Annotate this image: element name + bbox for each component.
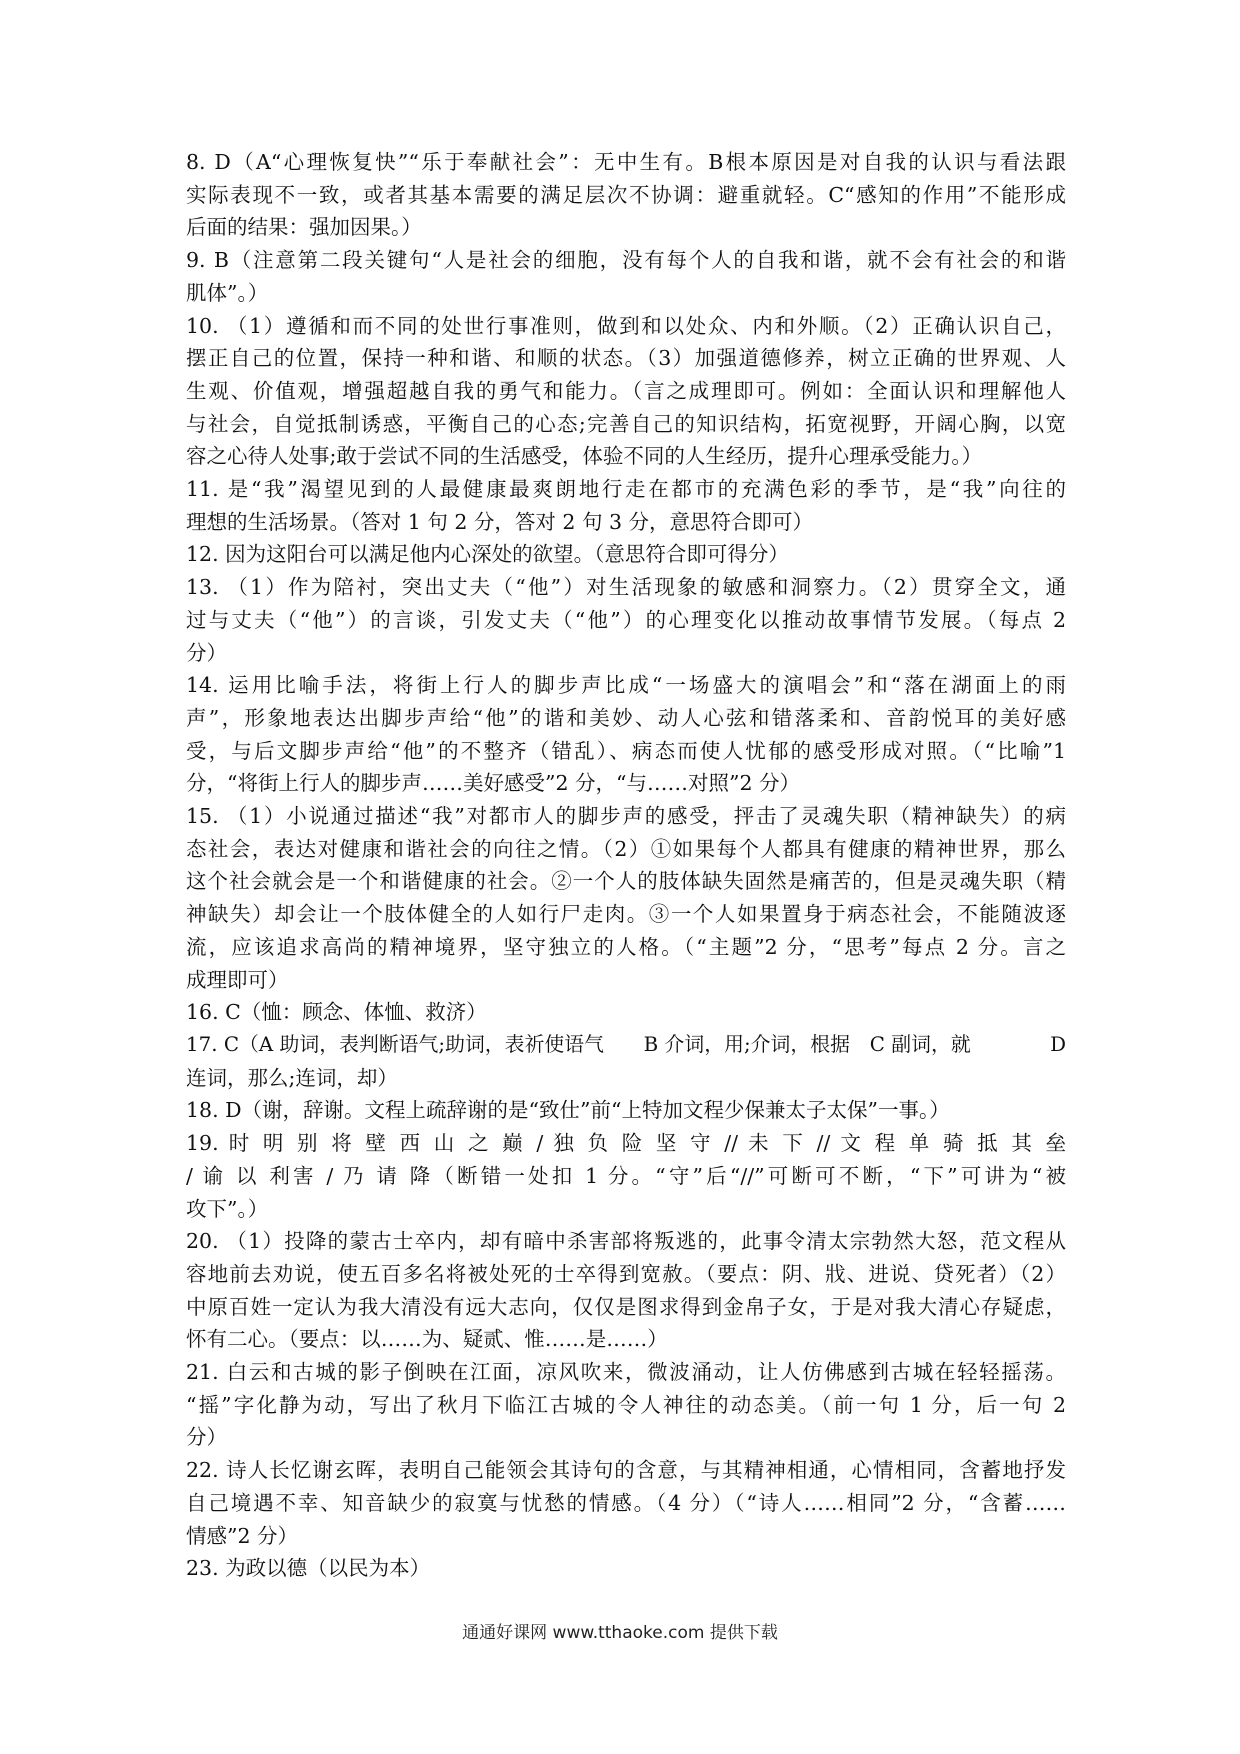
answer-line: 23. 为政以德（以民为本） — [186, 1556, 431, 1581]
answer-line: 13. （1）作为陪衬，突出丈夫（“他”）对生活现象的敏感和洞察力。（2）贯穿全文，通 — [186, 575, 1066, 600]
page-footer: 通通好课网 www.tthaoke.com 提供下载 — [462, 1623, 778, 1643]
answer-line: 中原百姓一定认为我大清没有远大志向，仅仅是图求得到金帛子女，于是对我大清心存疑虑， — [186, 1294, 1066, 1319]
answer-line: 摆正自己的位置，保持一种和谐、和顺的状态。（3）加强道德修养，树立正确的世界观、人 — [186, 346, 1066, 371]
answer-line: 态社会，表达对健康和谐社会的向往之情。（2）①如果每个人都具有健康的精神世界，那么 — [186, 836, 1066, 861]
answer-line: 情感”2 分） — [186, 1523, 299, 1548]
answer-line: 实际表现不一致，或者其基本需要的满足层次不协调：避重就轻。C“感知的作用”不能形成 — [186, 182, 1066, 207]
answer-item-12 — [186, 538, 1066, 571]
answer-line: 15. （1）小说通过描述“我”对都市人的脚步声的感受，抨击了灵魂失职（精神缺失）的病 — [186, 804, 1066, 829]
answer-item-22 — [186, 1454, 1066, 1552]
answer-key-body — [186, 146, 1066, 1585]
answer-line: 后面的结果：强加因果。） — [186, 215, 422, 240]
answer-line: 容地前去劝说，使五百多名将被处死的士卒得到宽赦。（要点：阴、戕、进说、贷死者）（2） — [186, 1261, 1066, 1286]
answer-line: 攻下”。） — [186, 1196, 269, 1221]
answer-line: 16. C（恤：顾念、体恤、救济） — [186, 1000, 487, 1025]
answer-line: “摇”字化静为动，写出了秋月下临江古城的令人神往的动态美。（前一句 1 分，后一句 2 — [186, 1392, 1066, 1417]
answer-line: 14. 运用比喻手法，将街上行人的脚步声比成“一场盛大的演唱会”和“落在湖面上的雨 — [186, 673, 1066, 698]
answer-line: 12. 因为这阳台可以满足他内心深处的欲望。（意思符合即可得分） — [186, 542, 789, 567]
answer-item-17 — [186, 1029, 1066, 1094]
answer-line: 成理即可） — [186, 967, 289, 992]
answer-item-21 — [186, 1356, 1066, 1454]
answer-line: 分） — [186, 640, 227, 665]
answer-line: 这个社会就会是一个和谐健康的社会。②一个人的肢体缺失固然是痛苦的，但是灵魂失职（精 — [186, 869, 1066, 894]
answer-item-8 — [186, 146, 1066, 244]
answer-line: / 谕 以 利害 / 乃 请 降（断错一处扣 1 分。“守”后“//”可断可不断，“下”可讲为“被 — [186, 1163, 1066, 1188]
answer-line: 连词，那么;连词，却） — [186, 1065, 398, 1090]
answer-line: 自己境遇不幸、知音缺少的寂寞与忧愁的情感。（4 分）（“诗人……相同”2 分，“含蓄…… — [186, 1490, 1066, 1515]
answer-item-9 — [186, 244, 1066, 309]
answer-line: 受，与后文脚步声给“他”的不整齐（错乱）、病态而使人忧郁的感受形成对照。（“比喻”1 — [186, 738, 1066, 763]
answer-line: 声”，形象地表达出脚步声给“他”的谐和美妙、动人心弦和错落柔和、音韵悦耳的美好感 — [186, 705, 1066, 730]
answer-line: 神缺失）却会让一个肢体健全的人如行尸走肉。③一个人如果置身于病态社会，不能随波逐 — [186, 902, 1066, 927]
answer-line: 理想的生活场景。（答对 1 句 2 分，答对 2 句 3 分，意思符合即可） — [186, 509, 814, 534]
answer-line: 10. （1）遵循和而不同的处世行事准则，做到和以处众、内和外顺。（2）正确认识自己， — [186, 313, 1066, 338]
answer-item-15 — [186, 800, 1066, 996]
answer-line: 分） — [186, 1425, 227, 1450]
answer-line: 18. D（谢，辞谢。文程上疏辞谢的是“致仕”前“上特加文程少保兼太子太保”一事。） — [186, 1098, 950, 1123]
answer-line: 生观、价值观，增强超越自我的勇气和能力。（言之成理即可。例如：全面认识和理解他人 — [186, 378, 1066, 403]
answer-line: 17. C（A 助词，表判断语气;助词，表祈使语气 B 介词，用;介词，根据 C 副词，就 D — [186, 1032, 1066, 1056]
answer-item-13 — [186, 571, 1066, 669]
answer-item-23 — [186, 1552, 1066, 1585]
answer-line: 9. B（注意第二段关键句“人是社会的细胞，没有每个人的自我和谐，就不会有社会的和谐 — [186, 248, 1066, 273]
answer-item-16 — [186, 996, 1066, 1029]
answer-line: 流，应该追求高尚的精神境界，坚守独立的人格。（“主题”2 分，“思考”每点 2 分。言之 — [186, 934, 1066, 959]
answer-line: 容之心待人处事;敢于尝试不同的生活感受，体验不同的人生经历，提升心理承受能力。） — [186, 444, 983, 469]
answer-line: 8. D（A“心理恢复快”“乐于奉献社会”：无中生有。B根本原因是对自我的认识与看法跟 — [186, 150, 1066, 174]
answer-item-11 — [186, 473, 1066, 538]
answer-item-19 — [186, 1127, 1066, 1225]
answer-item-18 — [186, 1094, 1066, 1127]
answer-item-10 — [186, 310, 1066, 474]
answer-line: 怀有二心。（要点：以……为、疑贰、惟……是……） — [186, 1327, 668, 1352]
answer-item-20 — [186, 1225, 1066, 1356]
answer-line: 分，“将街上行人的脚步声……美好感受”2 分，“与……对照”2 分） — [186, 771, 801, 796]
answer-line: 19. 时 明 别 将 壁 西 山 之 巅 / 独 负 险 坚 守 // 未 下 // 文 程 单 骑 抵 其 垒 — [186, 1131, 1066, 1156]
answer-line: 肌体”。） — [186, 280, 269, 305]
answer-line: 20. （1）投降的蒙古士卒内，却有暗中杀害部将叛逃的，此事令清太宗勃然大怒，范文程从 — [186, 1229, 1066, 1254]
answer-line: 21. 白云和古城的影子倒映在江面，凉风吹来，微波涌动，让人仿佛感到古城在轻轻摇荡。 — [186, 1360, 1066, 1385]
answer-item-14 — [186, 669, 1066, 800]
answer-line: 与社会，自觉抵制诱惑，平衡自己的心态;完善自己的知识结构，拓宽视野，开阔心胸，以宽 — [186, 411, 1066, 436]
answer-line: 过与丈夫（“他”）的言谈，引发丈夫（“他”）的心理变化以推动故事情节发展。（每点 2 — [186, 607, 1066, 632]
answer-line: 22. 诗人长忆谢玄晖，表明自己能领会其诗句的含意，与其精神相通，心情相同，含蓄地抒发 — [186, 1458, 1066, 1483]
answer-line: 11. 是“我”渴望见到的人最健康最爽朗地行走在都市的充满色彩的季节，是“我”向往的 — [186, 477, 1066, 502]
